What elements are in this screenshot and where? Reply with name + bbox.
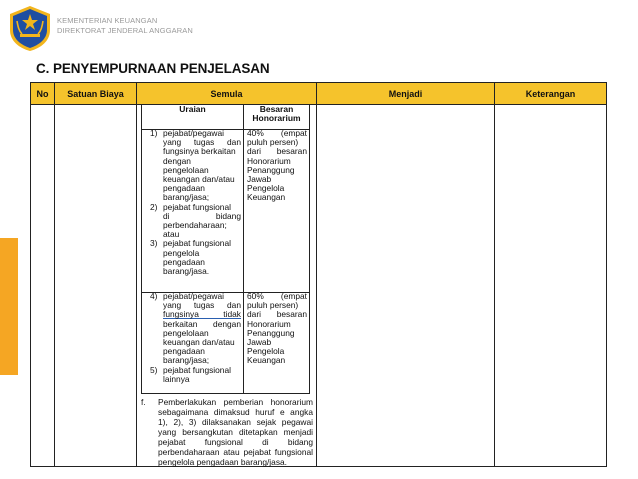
changed-text: fungsinya tidak	[163, 309, 241, 320]
list-item: 1) pejabat/pegawai yang tugas dan fungsinya berkaitan dengan pengelolaan keuangan dan/atau pengadaan barang/jasa;	[150, 128, 241, 203]
org-line-1: KEMENTERIAN KEUANGAN	[57, 16, 158, 25]
inner-header-besaran: Besaran Honorarium	[252, 104, 301, 123]
list-item: 4) pejabat/pegawai yang tugas dan fungsinya tidak berkaitan dengan pengelolaan keuangan dan/atau pengadaan barang/jasa;	[150, 291, 241, 366]
column-divider	[494, 105, 495, 466]
column-divider	[316, 105, 317, 466]
list-item: 5) pejabat fungsional lainnya	[150, 364, 231, 384]
row1-uraian	[150, 129, 241, 276]
column-header-menjadi: Menjadi	[317, 83, 495, 105]
organization-name	[57, 16, 193, 36]
column-header-satuan-biaya: Satuan Biaya	[55, 83, 137, 105]
column-divider	[136, 105, 137, 466]
list-item: 3) pejabat fungsional pengelola pengadaan barang/jasa.	[150, 238, 231, 277]
paragraph-letter: f.	[141, 397, 146, 407]
column-header-semula: Semula	[137, 83, 317, 105]
row2-besaran: 60% (empat puluh persen) dari besaran Honorarium Penanggung Jawab Pengelola Keuangan	[247, 291, 307, 366]
org-line-2: DIREKTORAT JENDERAL ANGGARAN	[57, 26, 193, 35]
inner-header-uraian: Uraian	[179, 104, 206, 114]
row1-besaran: 40% (empat puluh persen) dari besaran Honorarium Penanggung Jawab Pengelola Keuangan	[247, 128, 307, 203]
main-table	[30, 82, 607, 467]
list-item: 2) pejabat fungsional di bidang perbendaharaan; atau	[150, 201, 241, 240]
kemenkeu-logo	[6, 4, 54, 52]
column-divider	[54, 105, 55, 466]
paragraph-f: f. Pemberlakukan pemberian honorarium sebagaimana dimaksud huruf e angka 1), 2), 3) dilaksanakan sejak pegawai yang bersangkutan ditetapkan menjadi pejabat fungsional di bidang perbendaharaan atau pejabat fungsional pengelola pengadaan barang/jasa.	[141, 397, 313, 467]
accent-bar	[0, 238, 18, 375]
column-header-no: No	[31, 83, 55, 105]
column-header-keterangan: Keterangan	[495, 83, 606, 105]
row2-uraian	[150, 292, 241, 384]
section-title: C. PENYEMPURNAAN PENJELASAN	[36, 61, 270, 76]
